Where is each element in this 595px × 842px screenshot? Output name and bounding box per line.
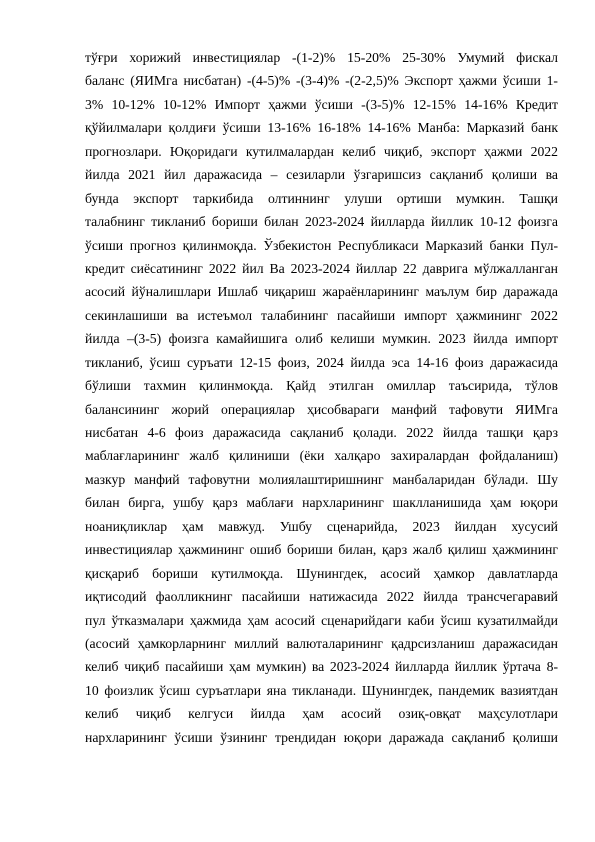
text-line-26: (асосий ҳамкорларнинг миллий валюталарининг қадрсизланиш даражасидан xyxy=(85,635,558,651)
text-line-13: йилда –(3-5) фоизга камайишига олиб келиши мумкин. 2023 йилда импорт xyxy=(85,331,558,347)
text-line-24: иқтисодий фаолликнинг пасайиши натижасида 2022 йилда трансчегаравий xyxy=(85,589,558,605)
text-line-2: баланс (ЯИМга нисбатан) -(4-5)% -(3-4)% -(2-2,5)% Экспорт ҳажми ўсиши 1- xyxy=(85,73,558,89)
text-line-8: талабнинг тикланиб бориши билан 2023-2024 йилларда йиллик 10-12 фоизга xyxy=(85,214,558,230)
text-line-3: 3% 10-12% 10-12% Импорт ҳажми ўсиши -(3-5)% 12-15% 14-16% Кредит xyxy=(85,96,558,112)
text-line-4: қўйилмалари қолдиғи ўсиши 13-16% 16-18% 14-16% Манба: Марказий банк xyxy=(85,120,558,136)
text-line-5: прогнозлари. Юқоридаги кутилмалардан келиб чиқиб, экспорт ҳажми 2022 xyxy=(85,143,558,159)
body-text xyxy=(85,46,558,749)
text-line-25: пул ўтказмалари ҳажмида ҳам асосий сценарийдаги каби ўсиш кузатилмайди xyxy=(85,612,558,628)
text-line-14: тикланиб, ўсиш суръати 12-15 фоиз, 2024 йилда эса 14-16 фоиз даражасида xyxy=(85,354,558,370)
text-line-18: маблағларининг жалб қилиниши (ёки халқаро захиралардан фойдаланиш) xyxy=(85,448,558,464)
text-line-16: балансининг жорий операциялар ҳисобвараги манфий тафовути ЯИМга xyxy=(85,401,558,417)
text-line-21: ноаниқликлар ҳам мавжуд. Ушбу сценарийда, 2023 йилдан хусусий xyxy=(85,518,558,534)
text-line-12: секинлашиши ва истеъмол талабининг пасайиши импорт ҳажмининг 2022 xyxy=(85,307,558,323)
text-line-23: қисқариб бориши кутилмоқда. Шунингдек, асосий ҳамкор давлатларда xyxy=(85,565,558,581)
text-line-22: инвестициялар ҳажмининг ошиб бориши билан, қарз жалб қилиш ҳажмининг xyxy=(85,542,558,558)
text-line-7: бунда экспорт таркибида олтиннинг улуши ортиши мумкин. Ташқи xyxy=(85,190,558,206)
text-line-1: тўғри хорижий инвестициялар -(1-2)% 15-20% 25-30% Умумий фискал xyxy=(85,50,558,65)
text-line-28: 10 фоизлик ўсиш суръатлари яна тикланади. Шунингдек, пандемик вазиятдан xyxy=(85,682,558,698)
text-line-19: мазкур манфий тафовутни молиялаштиришнинг манбаларидан бўлади. Шу xyxy=(85,471,558,487)
text-line-6: йилда 2021 йил даражасида – сезиларли ўзгаришсиз сақланиб қолиши ва xyxy=(85,167,558,183)
text-line-30: нархларининг ўсиши ўзининг трендидан юқори даражада сақланиб қолиши xyxy=(85,729,558,745)
text-line-9: ўсиши прогноз қилинмоқда. Ўзбекистон Республикаси Марказий банки Пул- xyxy=(85,237,558,253)
text-line-15: бўлиши тахмин қилинмоқда. Қайд этилган омиллар таъсирида, тўлов xyxy=(85,378,558,394)
text-line-29: келиб чиқиб келгуси йилда ҳам асосий озиқ-овқат маҳсулотлари xyxy=(85,706,558,722)
text-line-11: асосий йўналишлари Ишлаб чиқариш жараёнларининг маълум бир даражада xyxy=(85,284,558,300)
text-line-17: нисбатан 4-6 фоиз даражасида сақланиб қолади. 2022 йилда ташқи қарз xyxy=(85,425,558,440)
text-line-10: кредит сиёсатининг 2022 йил Ва 2023-2024 йиллар 22 даврига мўлжалланган xyxy=(85,260,558,276)
text-line-27: келиб чиқиб пасайиши ҳам мумкин) ва 2023-2024 йилларда йиллик ўртача 8- xyxy=(85,659,558,675)
text-line-20: билан бирга, ушбу қарз маблағи нархларининг шаклланишида ҳам юқори xyxy=(85,495,558,511)
